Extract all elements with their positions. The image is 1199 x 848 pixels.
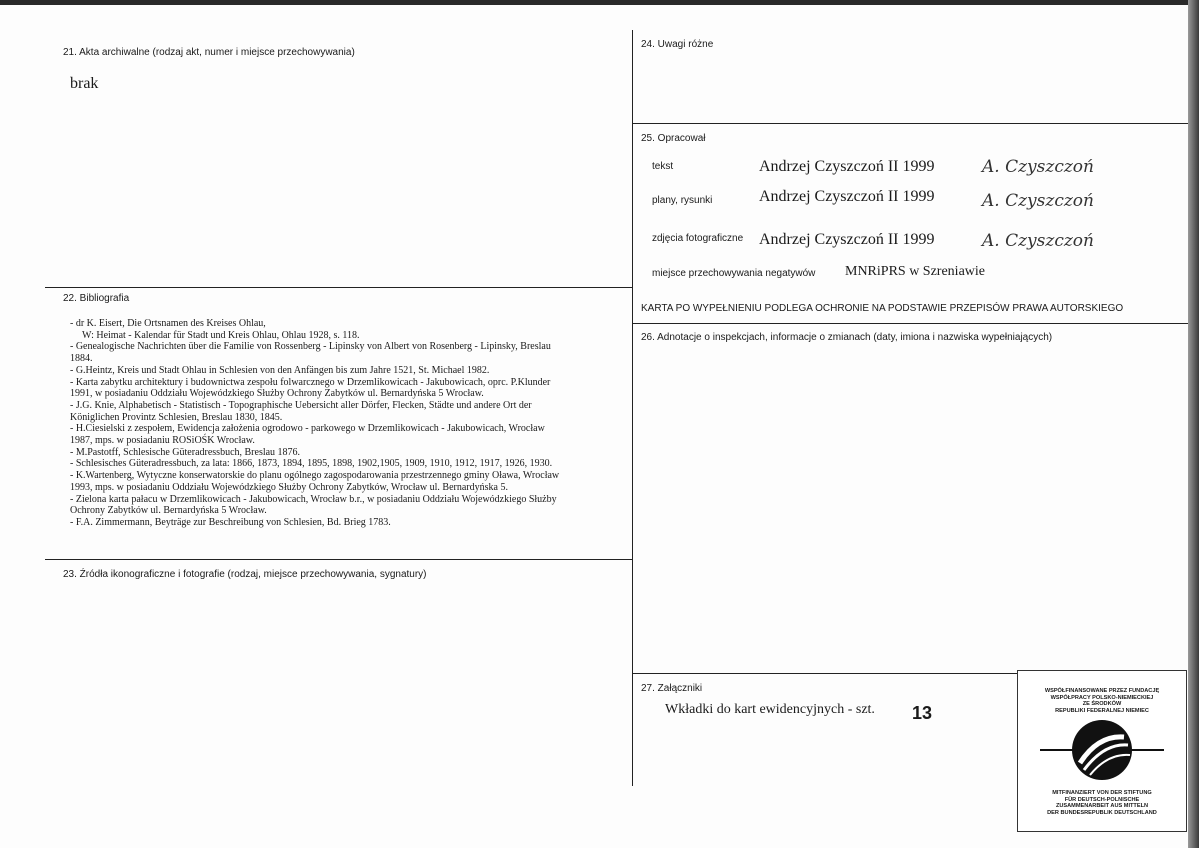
sponsor-box bbox=[1017, 670, 1187, 832]
s25-row-value: Andrzej Czyszczoń II 1999 bbox=[759, 188, 935, 205]
s25-row-label: tekst bbox=[652, 161, 674, 172]
s21-value: brak bbox=[70, 75, 99, 92]
divider-s24-s25 bbox=[632, 123, 1188, 124]
s26-label: 26. Adnotacje o inspekcjach, informacje o zmianach (daty, imiona i nazwiska wypełniających) bbox=[641, 332, 1053, 343]
s25-row-value: Andrzej Czyszczoń II 1999 bbox=[759, 231, 935, 248]
divider-s25-s26 bbox=[632, 323, 1188, 324]
bibliography-line: - Karta zabytku architektury i budownictwa zespołu folwarcznego w Drzemlikowicach - Jakubowicach, oprc. P.Klunder bbox=[70, 376, 551, 388]
foundation-logo-icon bbox=[1018, 715, 1186, 785]
bibliography-line: 1991, w posiadaniu Oddziału Wojewódzkiego Służby Ochrony Zabytków ul. Bernardyńska 5 Wrocław. bbox=[70, 388, 484, 400]
bibliography-line: - F.A. Zimmermann, Beyträge zur Beschreibung von Schlesien, Bd. Brieg 1783. bbox=[70, 516, 391, 528]
scan-edge-top bbox=[0, 0, 1199, 5]
divider-s26-s27 bbox=[632, 673, 1018, 674]
bibliography-line: - G.Heintz, Kreis und Stadt Ohlau in Schlesien von den Anfängen bis zum Jahre 1521, St. Michael 1982. bbox=[70, 364, 490, 376]
bibliography-line: - Zielona karta pałacu w Drzemlikowicach - Jakubowicach, Wrocław b.r., w posiadaniu Oddziału Wojewódzkiego Służby bbox=[70, 493, 557, 505]
s25-neg-label: miejsce przechowywania negatywów bbox=[652, 268, 816, 279]
signature: A. Czyszczoń bbox=[982, 231, 1094, 251]
bibliography-line: - J.G. Knie, Alphabetisch - Statistisch - Topographische Uebersicht aller Dörfer, Flecken, Städte und andere Ort der bbox=[70, 399, 532, 411]
bibliography-line: - dr K. Eisert, Die Ortsnamen des Kreises Ohlau, bbox=[70, 318, 266, 329]
s22-label: 22. Bibliografia bbox=[63, 293, 130, 304]
s24-label: 24. Uwagi różne bbox=[641, 39, 714, 50]
s27-count: 13 bbox=[912, 703, 933, 723]
bibliography-line: Ochrony Zabytków ul. Bernardyńska 5 Wrocław. bbox=[70, 505, 267, 517]
s25-row-label: plany, rysunki bbox=[652, 195, 713, 206]
bibliography-line: - Genealogische Nachrichten über die Familie von Rossenberg - Lipinsky von Albert von Rosenberg - Lipinsky, Breslau bbox=[70, 341, 551, 353]
bibliography-line: 1987, mps. w posiadaniu ROSiOŚK Wrocław. bbox=[70, 435, 255, 447]
bibliography-line: 1884. bbox=[70, 353, 93, 365]
bibliography-line: - Schlesisches Güteradressbuch, za lata: 1866, 1873, 1894, 1895, 1898, 1902,1905, 1909, 1910, 1912, 1917, 1926, 1930. bbox=[70, 458, 553, 470]
sponsor-text-german: MITFINANZIERT VON DER STIFTUNG FÜR DEUTSCH-POLNISCHE ZUSAMMENARBEIT AUS MITTELN DER BUNDESREPUBLIK DEUTSCHLAND bbox=[1047, 790, 1157, 816]
bibliography-line: 1993, mps. w posiadaniu Oddziału Wojewódzkiego Służby Ochrony Zabytków, Wrocław ul. Bernardyńska 5. bbox=[70, 481, 508, 493]
bibliography-line: - M.Pastotff, Schlesische Güteradressbuch, Breslau 1876. bbox=[70, 446, 301, 458]
s27-label: 27. Załączniki bbox=[641, 683, 703, 694]
signature: A. Czyszczoń bbox=[982, 157, 1094, 177]
divider-s22-s23 bbox=[45, 559, 632, 560]
bibliography-line: Königlichen Provintz Schlesien, Breslau 1830, 1845. bbox=[70, 411, 283, 423]
bibliography-line: W: Heimat - Kalendar für Stadt und Kreis Ohlau, Ohlau 1928, s. 118. bbox=[82, 329, 360, 341]
s23-label: 23. Źródła ikonograficzne i fotografie (rodzaj, miejsce przechowywania, sygnatury) bbox=[63, 569, 427, 580]
s25-row-value: Andrzej Czyszczoń II 1999 bbox=[759, 158, 935, 175]
divider-s21-s22 bbox=[45, 287, 632, 288]
signature: A. Czyszczoń bbox=[982, 191, 1094, 211]
bibliography-list bbox=[70, 318, 630, 529]
bibliography-line: - K.Wartenberg, Wytyczne konserwatorskie do planu ogólnego zagospodarowania przestrzennego gminy Oława, Wrocław bbox=[70, 470, 560, 482]
sponsor-text-polish: WSPÓŁFINANSOWANE PRZEZ FUNDACJĘ WSPÓŁPRACY POLSKO-NIEMIECKIEJ ZE ŚRODKÓW REPUBLIKI FEDERALNEJ NIEMIEC bbox=[1044, 688, 1160, 714]
scan-edge-right bbox=[1188, 0, 1199, 848]
s25-row-label: zdjęcia fotograficzne bbox=[652, 233, 744, 244]
s21-label: 21. Akta archiwalne (rodzaj akt, numer i miejsce przechowywania) bbox=[63, 47, 355, 58]
s25-label: 25. Opracował bbox=[641, 133, 706, 144]
s25-copyright: KARTA PO WYPEŁNIENIU PODLEGA OCHRONIE NA PODSTAWIE PRZEPISÓW PRAWA AUTORSKIEGO bbox=[641, 303, 1124, 314]
bibliography-line: - H.Ciesielski z zespołem, Ewidencja założenia ogrodowo - parkowego w Drzemlikowicach - Jakubowicach, Wrocław bbox=[70, 423, 545, 435]
s27-value: Wkładki do kart ewidencyjnych - szt. bbox=[665, 702, 875, 717]
s25-neg-value: MNRiPRS w Szreniawie bbox=[845, 264, 985, 279]
